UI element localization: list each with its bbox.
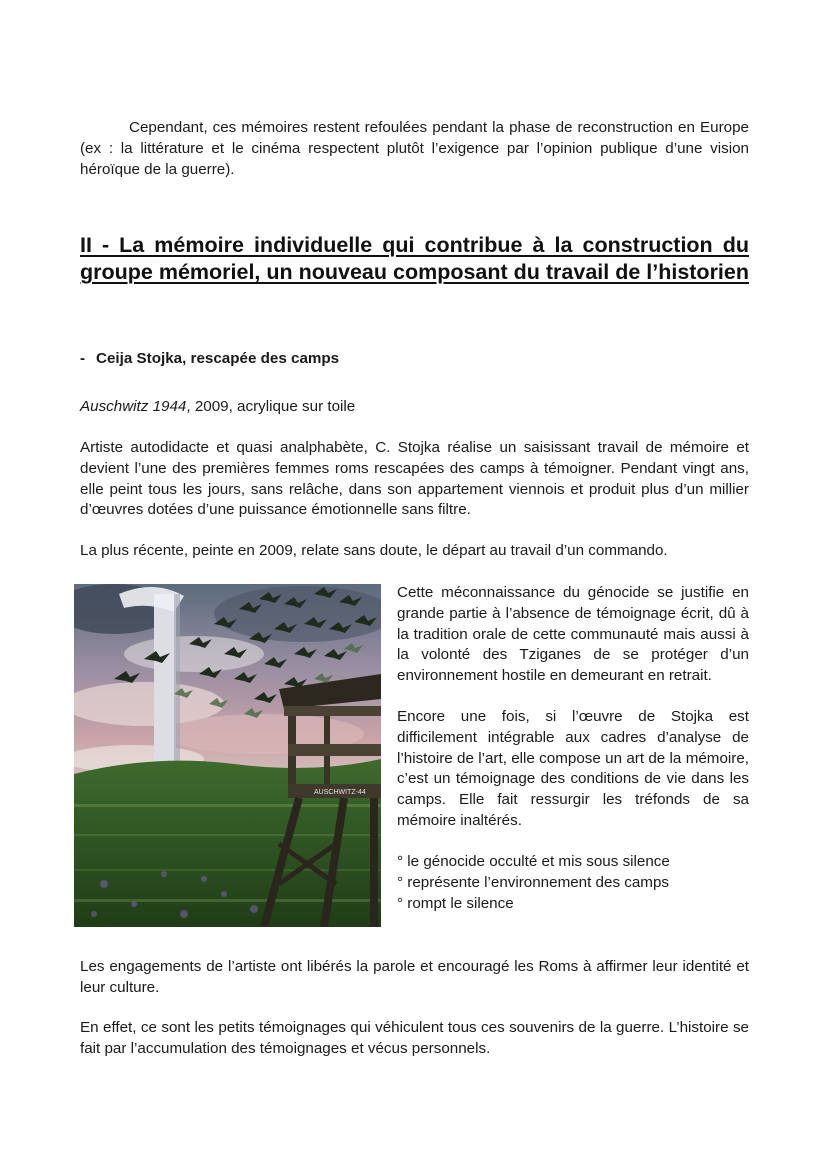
paragraph-testimonies: En effet, ce sont les petits témoignages qui véhiculent tous ces souvenirs de la guerre. L’histoire se fait par l’accumulation des témoignages et vécus personnels. [80,1019,749,1057]
paragraph-side-misrecognition: Cette méconnaissance du génocide se justifie en grande partie à l’absence de témoignage écrit, dû à la tradition orale de cette communauté mais aussi à la volonté des Tziganes de se protéger d’un environnement hostile en demeurant en retrait. [397,584,749,685]
painting-artwork [74,584,381,927]
bullet-list [397,852,749,914]
subheading-dash: - [80,350,86,367]
paragraph-artist: Artiste autodidacte et quasi analphabète, C. Stojka réalise un saisissant travail de mémoire et devient l’une des premières femmes roms rescapées des camps à témoigner. Pendant vingt ans, elle peint tous les jours, sans relâche, dans son appartement viennois et produit plus d’un millier d’œuvres dotées d’une puissance émotionnelle sans filtre. [80,439,749,519]
section-heading: II - La mémoire individuelle qui contribue à la construction du groupe mémoriel, un nouveau composant du travail de l’historien [80,233,749,284]
tower-sign: AUSCHWITZ-44 [314,789,366,796]
intro-text: Cependant, ces mémoires restent refoulées pendant la phase de reconstruction en Europe (ex : la littérature et le cinéma respectent plutôt l’exigence par l’opinion publique d’une vision héroïque de la guerre). [80,119,749,178]
bullet-item: ° le génocide occulté et mis sous silence [397,853,670,870]
bullet-item: ° représente l’environnement des camps [397,873,669,891]
chimney [154,594,176,764]
painting-image [74,584,381,927]
paragraph-engagements: Les engagements de l’artiste ont libérés la parole et encouragé les Roms à affirmer leur identité et leur culture. [80,958,749,996]
paragraph-side-art-memory: Encore une fois, si l’œuvre de Stojka est difficilement intégrable aux cadres d’analyse de l’histoire de l’art, elle compose un art de la mémoire, c’est un témoignage des conditions de vie dans les camps. Elle fait ressurgir les tréfonds de sa mémoire inaltérés. [397,708,749,829]
subheading-text: Ceija Stojka, rescapée des camps [96,350,340,367]
bullet-item: ° rompt le silence [397,894,514,912]
artwork-details: , 2009, acrylique sur toile [186,398,356,415]
paragraph-recent-work: La plus récente, peinte en 2009, relate sans doute, le départ au travail d’un commando. [80,542,668,559]
artwork-title: Auschwitz 1944 [80,398,187,415]
subheading [80,350,339,367]
artwork-caption [80,397,355,418]
intro-paragraph [80,118,749,180]
